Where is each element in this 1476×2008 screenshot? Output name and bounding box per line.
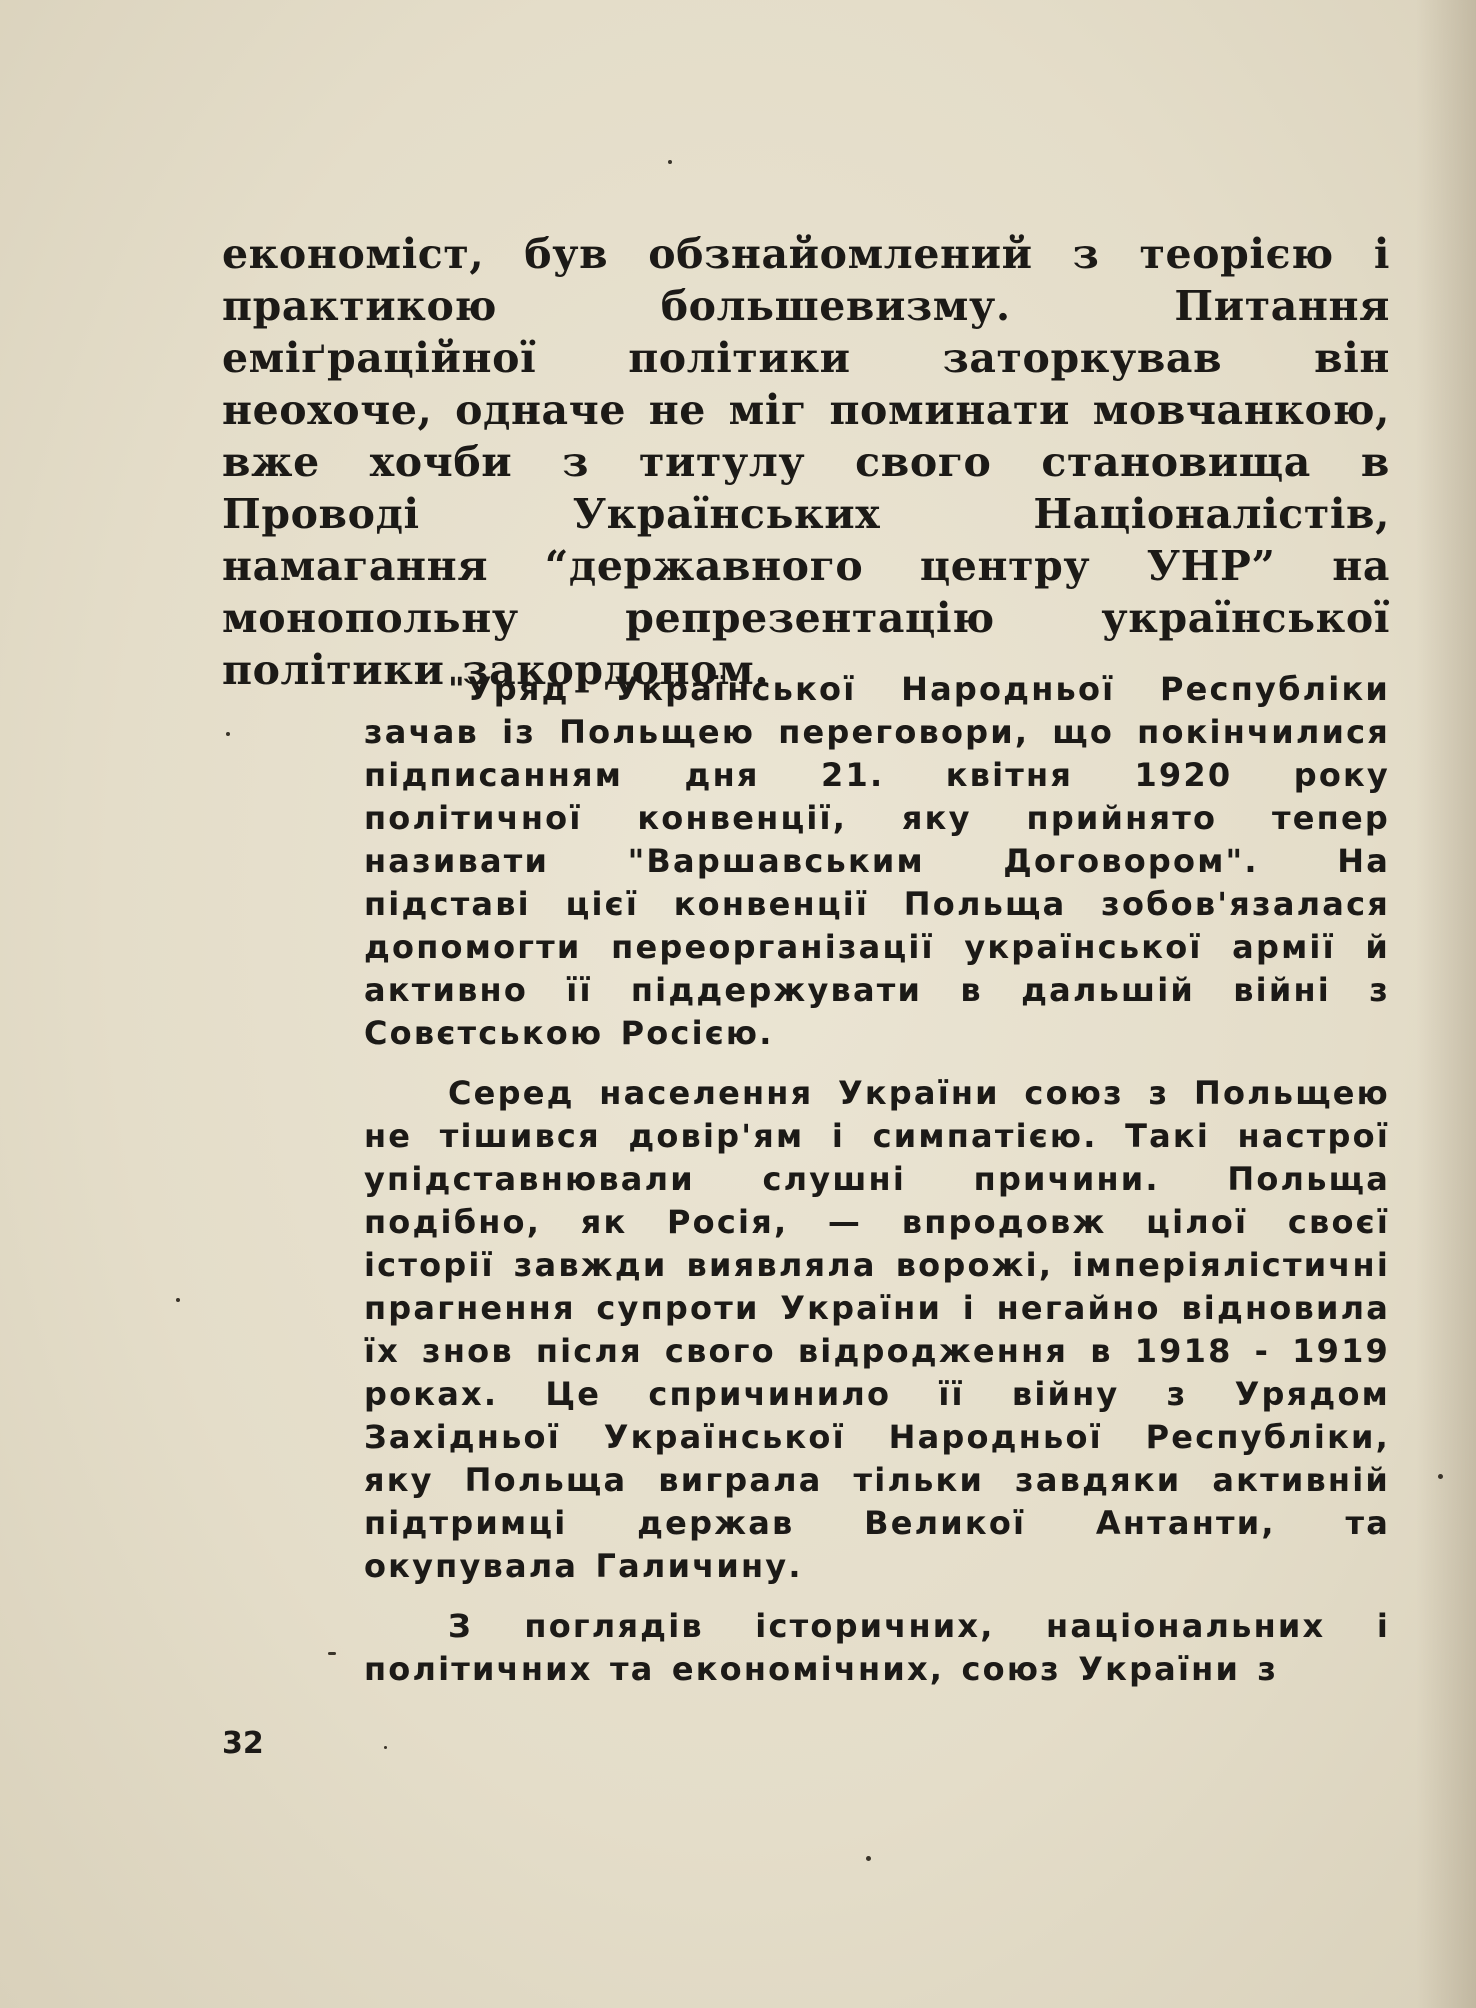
paper-speck <box>328 1652 336 1655</box>
page-edge-shadow <box>1416 0 1476 2008</box>
paper-speck <box>176 1298 180 1302</box>
paper-speck <box>226 732 230 736</box>
quote-paragraph: З поглядів історичних, національних і політичних та економічних, союз України з <box>364 1607 1390 1688</box>
paper-speck <box>668 160 672 164</box>
paper-speck <box>384 1746 387 1749</box>
paper-speck <box>866 1856 871 1861</box>
quote-paragraph: Серед населення України союз з Польщею не тішився довір'ям і симпатією. Такі настрої упідставнювали слушні причини. Польща подібно, як Росія, — впродовж цілої своєї історії завжди виявляла ворожі, імперіялістичні прагнення супроти України і негайно відновила їх знов після свого відродження в 1918 - 1919 роках. Це спричинило її війну з Урядом Західньої Української Народньої Республіки, яку Польща виграла тільки завдяки активній підтримці держав Великої Антанти, та окупувала Галичину. <box>364 1074 1390 1585</box>
quoted-passage <box>364 668 1390 1691</box>
paper-speck <box>1438 1474 1443 1479</box>
quote-paragraph: "Уряд Української Народньої Республіки зачав із Польщею переговори, що покінчилися підписанням дня 21. квітня 1920 року політичної конвенції, яку прийнято тепер називати "Варшавським Договором". На підставі цієї конвенції Польща зобов'язалася допомогти переорганізації української армії й активно її піддержувати в дальшій війні з Совєтською Росією. <box>364 670 1390 1052</box>
page-number: 32 <box>222 1726 264 1761</box>
intro-paragraph: економіст, був обзнайомлений з теорією і практикою большевизму. Питання еміґраційної політики заторкував він неохоче, одначе не міг поминати мовчанкою, вже хочби з титулу свого становища в Проводі Українських Націоналістів, намагання “державного центру УНР” на монопольну репрезентацію української політики закордоном. <box>222 230 1390 694</box>
